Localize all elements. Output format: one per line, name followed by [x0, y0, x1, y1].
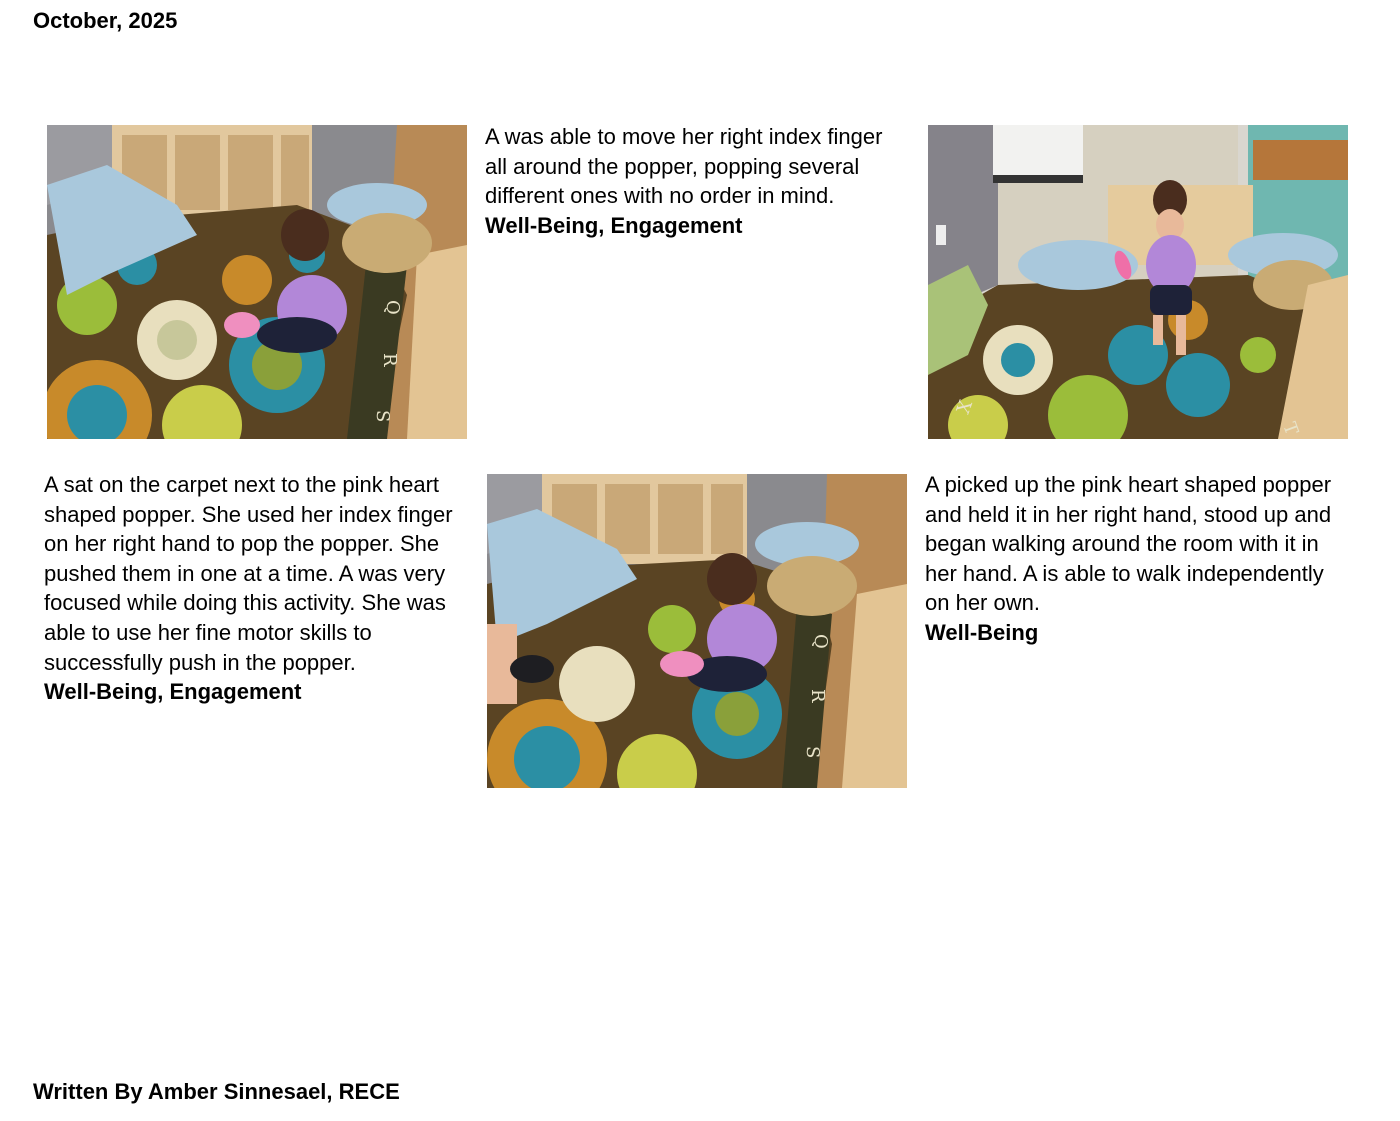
photo-child-standing [928, 125, 1348, 439]
author-credit: Written By Amber Sinnesael, RECE [33, 1079, 400, 1104]
photo-child-sitting-popper-1 [47, 125, 467, 439]
rug-letter: R [807, 689, 828, 703]
rug-letter: R [379, 353, 400, 367]
document-date: October, 2025 [33, 8, 178, 33]
rug-letter: Q [382, 300, 403, 315]
rug-letter: Q [810, 634, 831, 649]
rug-letter: T [1278, 419, 1303, 439]
learning-tags: Well-Being, Engagement [485, 212, 743, 238]
photo-child-sitting-popper-2 [487, 474, 907, 788]
caption-entry-2 [44, 470, 464, 707]
caption-entry-1 [485, 122, 905, 240]
learning-tags: Well-Being, Engagement [44, 679, 302, 705]
rug-letter: S [372, 410, 393, 423]
caption-text: A sat on the carpet next to the pink heart shaped popper. She used her index finger on her right hand to pop the popper. She pushed them in one at a time. A was very focused while doing this activity. She was able to use her fine motor skills to successfully push in the popper. [44, 472, 453, 675]
caption-entry-3 [925, 470, 1345, 648]
learning-tags: Well-Being [925, 619, 1039, 645]
rug-letter: S [802, 746, 823, 759]
caption-text: A picked up the pink heart shaped popper and held it in her right hand, stood up and began walking around the room with it in her hand. A is able to walk independently on her own. [925, 472, 1332, 616]
caption-text: A was able to move her right index finger all around the popper, popping several different ones with no order in mind. [485, 124, 883, 209]
rug-letter: X [952, 397, 978, 417]
